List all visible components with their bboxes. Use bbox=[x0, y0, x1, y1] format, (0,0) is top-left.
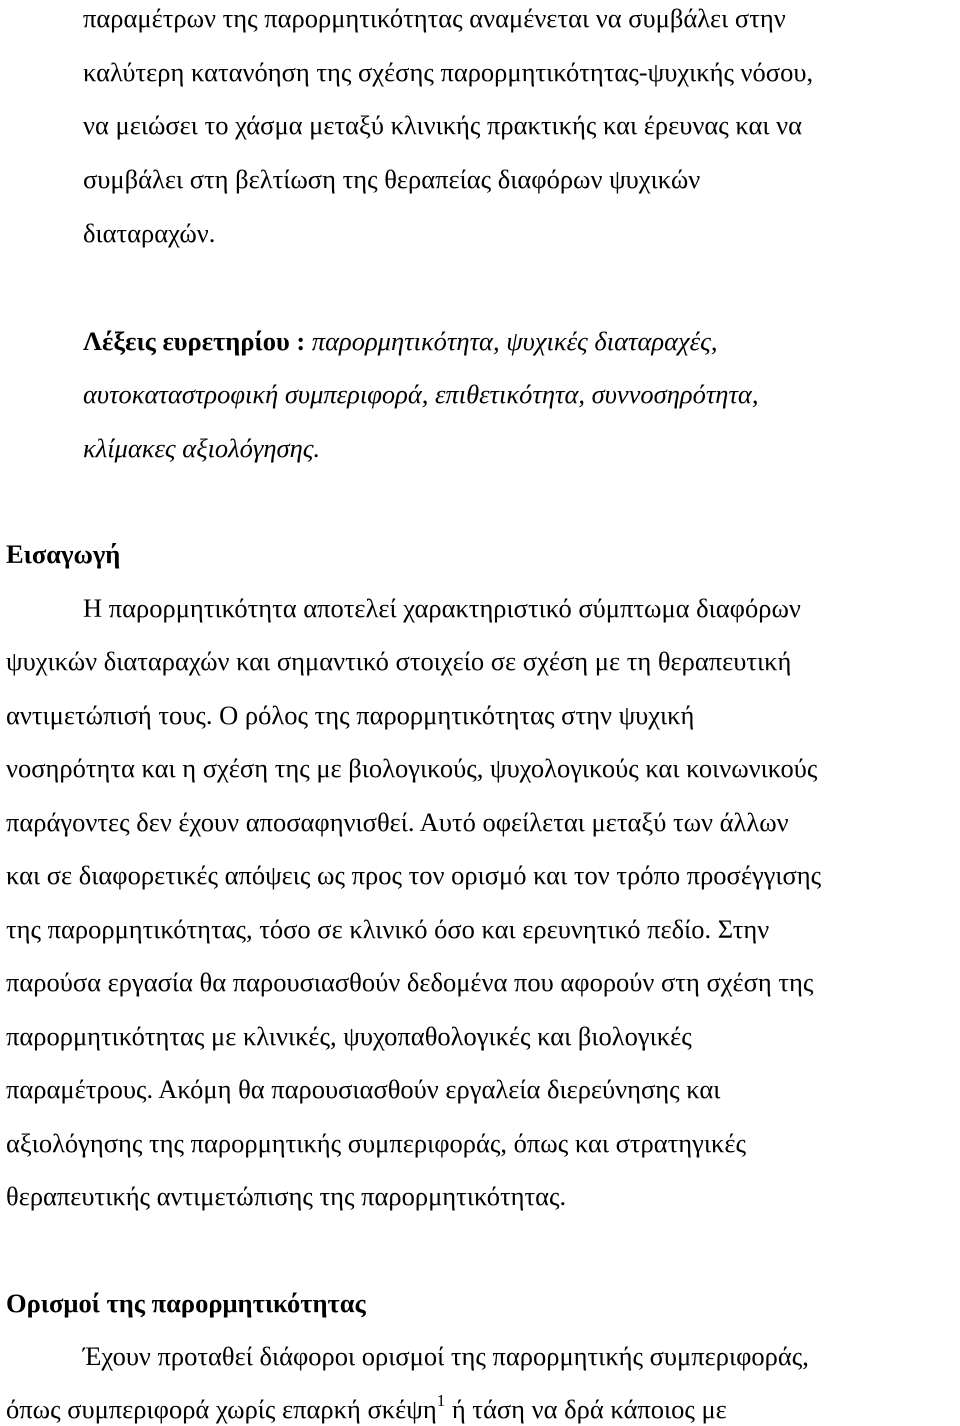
body-line: αντιμετώπισή τους. Ο ρόλος της παρορμητικότητας στην ψυχική bbox=[6, 700, 695, 730]
introduction-heading: Εισαγωγή bbox=[6, 539, 121, 569]
abstract-line: καλύτερη κατανόηση της σχέσης παρορμητικότητας-ψυχικής νόσου, bbox=[83, 57, 814, 87]
body-line: και σε διαφορετικές απόψεις ως προς τον ορισμό και τον τρόπο προσέγγισης bbox=[6, 860, 822, 890]
body-line: της παρορμητικότητας, τόσο σε κλινικό όσο και ερευνητικό πεδίο. Στην bbox=[6, 914, 770, 944]
body-line: παρορμητικότητας με κλινικές, ψυχοπαθολογικές και βιολογικές bbox=[6, 1021, 692, 1051]
body-line: Η παρορμητικότητα αποτελεί χαρακτηριστικό σύμπτωμα διαφόρων bbox=[83, 593, 801, 623]
abstract-line: να μειώσει το χάσμα μεταξύ κλινικής πρακτικής και έρευνας και να bbox=[83, 110, 802, 140]
keywords-line: κλίμακες αξιολόγησης. bbox=[83, 433, 321, 463]
body-text: ή τάση να δρά κάποιος με bbox=[445, 1394, 727, 1424]
body-line: παραμέτρους. Ακόμη θα παρουσιασθούν εργαλεία διερεύνησης και bbox=[6, 1074, 721, 1104]
keywords-line bbox=[83, 325, 718, 357]
body-line: παράγοντες δεν έχουν αποσαφηνισθεί. Αυτό οφείλεται μεταξύ των άλλων bbox=[6, 807, 789, 837]
definitions-heading: Ορισμοί της παρορμητικότητας bbox=[6, 1288, 366, 1318]
abstract-line: παραμέτρων της παρορμητικότητας αναμένεται να συμβάλει στην bbox=[83, 3, 786, 33]
footnote-reference[interactable]: 1 bbox=[436, 1391, 446, 1411]
body-line bbox=[6, 1393, 727, 1425]
keywords-text: παρορμητικότητα, ψυχικές διαταραχές, bbox=[311, 326, 718, 356]
abstract-line: συμβάλει στη βελτίωση της θεραπείας διαφόρων ψυχικών bbox=[83, 164, 701, 194]
keywords-line: αυτοκαταστροφική συμπεριφορά, επιθετικότητα, συννοσηρότητα, bbox=[83, 379, 759, 409]
body-text: όπως συμπεριφορά χωρίς επαρκή σκέψη bbox=[6, 1394, 437, 1424]
body-line: θεραπευτικής αντιμετώπισης της παρορμητικότητας. bbox=[6, 1181, 567, 1211]
body-line: νοσηρότητα και η σχέση της με βιολογικούς, ψυχολογικούς και κοινωνικούς bbox=[6, 753, 818, 783]
abstract-line: διαταραχών. bbox=[83, 218, 216, 248]
body-line: παρούσα εργασία θα παρουσιασθούν δεδομένα που αφορούν στη σχέση της bbox=[6, 967, 814, 997]
body-line: αξιολόγησης της παρορμητικής συμπεριφοράς, όπως και στρατηγικές bbox=[6, 1128, 746, 1158]
body-line: ψυχικών διαταραχών και σημαντικό στοιχείο σε σχέση με τη θεραπευτική bbox=[6, 646, 792, 676]
body-line: Έχουν προταθεί διάφοροι ορισμοί της παρορμητικής συμπεριφοράς, bbox=[83, 1341, 809, 1371]
keywords-label: Λέξεις ευρετηρίου : bbox=[83, 326, 306, 356]
